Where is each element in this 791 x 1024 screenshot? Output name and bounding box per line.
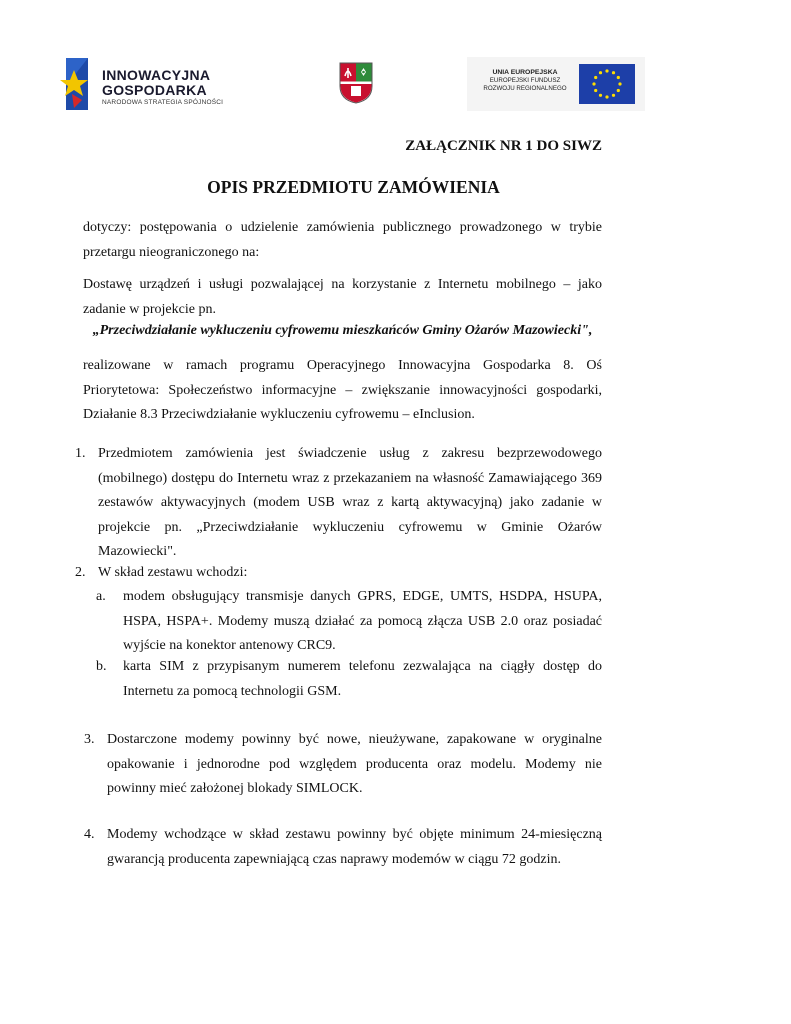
list-item-text: Dostarczone modemy powinny być nowe, nieużywane, zapakowane w oryginalne opakowanie i jednorodne pod względem producenta oraz modelu. Modemy nie powinny mieć założonej blokady SIMLOCK. (107, 732, 602, 796)
sub-item-text: modem obsługujący transmisje danych GPRS, EDGE, UMTS, HSDPA, HSUPA, HSPA, HSPA+. Modemy muszą działać za pomocą złącza USB 2.0 oraz posiadać wyjście na konektor antenowy CRC9. (123, 589, 602, 653)
list-item-number: 4. (84, 827, 95, 842)
eu-logo-line2: EUROPEJSKI FUNDUSZ (489, 77, 561, 84)
list-item-number: 3. (84, 732, 95, 747)
innowacyjna-gospodarka-mark-icon (60, 56, 94, 112)
eu-flag-icon (579, 64, 635, 104)
sub-item-letter: a. (96, 589, 106, 604)
sub-item-letter: b. (96, 659, 107, 674)
project-name: „Przeciwdziałanie wykluczeniu cyfrowemu mieszkańców Gminy Ożarów Mazowiecki", (92, 323, 593, 338)
header-logos (0, 52, 791, 112)
list-item-text: Modemy wchodzące w skład zestawu powinny być objęte minimum 24-miesięczną gwarancją producenta zapewniającą czas naprawy modemów w ciągu 72 godzin. (107, 827, 602, 867)
list-item-number: 2. (75, 565, 86, 580)
coat-of-arms-icon (339, 62, 373, 104)
list-item-text: W skład zestawu wchodzi: (98, 565, 248, 580)
sub-item-text: karta SIM z przypisanym numerem telefonu zezwalająca na ciągły dostęp do Internetu za pomocą technologii GSM. (123, 659, 602, 699)
document-title-text: OPIS PRZEDMIOTU ZAMÓWIENIA (207, 177, 500, 197)
logo-text-line2: GOSPODARKA (102, 82, 207, 98)
eu-logo-text (475, 69, 575, 93)
innowacyjna-gospodarka-logo (60, 56, 230, 112)
intro-paragraph-1: dotyczy: postępowania o udzielenie zamówienia publicznego prowadzonego w trybie przetargu nieograniczonego na: (83, 220, 602, 260)
intro-paragraph-2: Dostawę urządzeń i usługi pozwalającej na korzystanie z Internetu mobilnego – jako zadanie w projekcie pn. (83, 277, 602, 317)
logo-text-line1: INNOWACYJNA (102, 67, 211, 83)
eu-logo-line1: UNIA EUROPEJSKA (492, 69, 558, 76)
intro-paragraph-3: realizowane w ramach programu Operacyjnego Innowacyjna Gospodarka 8. Oś Priorytetowa: Społeczeństwo informacyjne – zwiększanie innowacyjności gospodarki, Działanie 8.3 Przeciwdziałanie wykluczeniu cyfrowemu – eInclusion. (83, 358, 602, 422)
list-item-number: 1. (75, 446, 86, 461)
logo-text-line3: NARODOWA STRATEGIA SPÓJNOŚCI (102, 99, 224, 106)
eu-logo-line3: ROZWOJU REGIONALNEGO (483, 85, 567, 92)
document-title (0, 177, 791, 198)
attachment-label: ZAŁĄCZNIK NR 1 DO SIWZ (405, 138, 602, 154)
list-item-text: Przedmiotem zamówienia jest świadczenie usług z zakresu bezprzewodowego (mobilnego) dostępu do Internetu wraz z przekazaniem na własność Zamawiającego 369 zestawów aktywacyjnych (modem USB wraz z kartą aktywacyjną) jako zadanie w projekcie pn. „Przeciwdziałanie wykluczeniu cyfrowemu w Gminie Ożarów Mazowiecki". (98, 446, 602, 559)
eu-regional-fund-logo (467, 57, 645, 111)
